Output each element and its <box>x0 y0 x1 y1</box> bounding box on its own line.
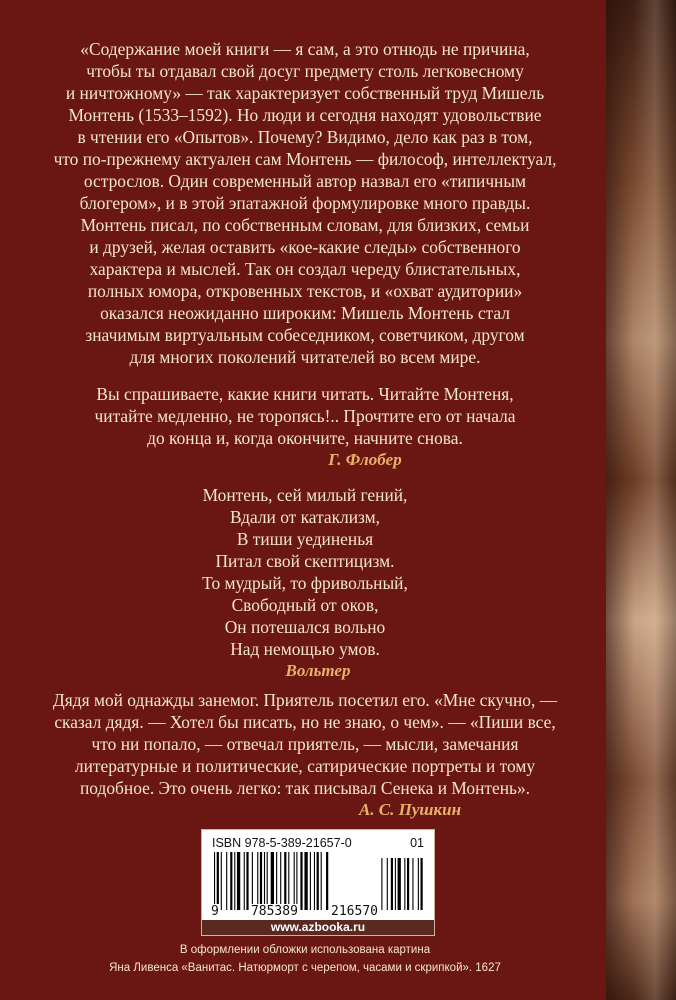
barcode-bar <box>244 852 245 910</box>
text-line: и ничтожному» — так характеризует собственный труд Мишель <box>65 83 545 103</box>
isbn-number: ISBN 978-5-389-21657-0 <box>212 836 352 850</box>
poem-line: Он потешался вольно <box>224 617 386 637</box>
text-line: оказался неожиданно широким: Мишель Монтень стал <box>100 303 510 323</box>
barcode-bar <box>280 852 281 910</box>
poem-line: Над немощью умов. <box>230 639 380 659</box>
barcode-bar <box>398 858 401 910</box>
barcode-bar <box>326 852 328 910</box>
barcode-bar <box>300 852 302 910</box>
barcode-digit-group: 9 <box>211 904 219 919</box>
poem-line: Монтень, сей милый гений, <box>202 485 408 505</box>
text-line: что ни попало, — отвечал приятель, — мысли, замечания <box>91 734 519 754</box>
credit-line: Яна Ливенса «Ванитас. Натюрморт с черепом, часами и скрипкой». 1627 <box>109 962 501 974</box>
poem-line: Вдали от катаклизм, <box>229 507 381 527</box>
quote-author: Вольтер <box>285 661 351 680</box>
text-line: Монтень (1533–1592). Но люди и сегодня находят удовольствие <box>68 105 542 125</box>
barcode-bar <box>217 852 219 910</box>
barcode-bar <box>252 852 253 910</box>
barcode-bar <box>391 858 393 910</box>
barcode-bar <box>214 852 215 910</box>
text-line: блогером», и в этой эпатажной формулировке много правды. <box>79 193 531 213</box>
barcode-bar <box>271 852 274 910</box>
barcode-bar <box>226 852 227 910</box>
barcode-bar <box>284 852 286 910</box>
barcode-bar <box>381 858 382 910</box>
text-line: подобное. Это очень легко: так писывал Сенека и Монтень». <box>80 778 530 798</box>
text-line: Монтень писал, по собственным словам, для близких, семьи <box>80 215 530 235</box>
cover-credit <box>0 941 610 977</box>
barcode-bar <box>310 852 311 910</box>
barcode-bar <box>304 852 307 910</box>
barcode-bar <box>418 858 419 910</box>
text-line: в чтении его «Опытов». Почему? Видимо, дело как раз в том, <box>77 127 533 147</box>
isbn-barcode-block <box>201 829 435 936</box>
barcode-bar <box>267 852 268 910</box>
barcode <box>212 852 424 910</box>
text-line: острослов. Один современный автор назвал его «типичным <box>83 171 527 191</box>
poem-line: В тиши уединенья <box>236 529 374 549</box>
barcode-bar <box>288 852 289 910</box>
barcode-bar <box>421 858 423 910</box>
barcode-bar <box>276 852 277 910</box>
text-line: для многих поколений читателей во всем мире. <box>129 347 481 367</box>
text-line: «Содержание моей книги — я сам, а это отнюдь не причина, <box>80 39 530 59</box>
isbn-addon: 01 <box>410 836 424 850</box>
barcode-digits <box>210 904 426 920</box>
text-line: полных юмора, откровенных текстов, и «охват аудитории» <box>87 281 523 301</box>
barcode-bar <box>314 852 315 910</box>
text-line: до конца и, когда окончите, начните снова. <box>147 428 463 448</box>
barcode-bar <box>221 852 222 910</box>
barcode-bar <box>234 852 235 910</box>
text-line: и друзей, желая оставить «кое-какие следы» собственного <box>89 237 521 257</box>
barcode-bar <box>294 852 295 910</box>
isbn-label <box>212 836 424 850</box>
barcode-bar <box>260 852 262 910</box>
barcode-bar <box>412 858 413 910</box>
barcode-digit-group: 216570 <box>331 904 378 919</box>
text-line: литературные и политические, сатирические портреты и тому <box>74 756 536 776</box>
text-line: что по-прежнему актуален сам Монтень — философ, интеллектуал, <box>53 149 557 169</box>
poem-line: То мудрый, то фривольный, <box>202 573 408 593</box>
quote-author: Г. Флобер <box>328 450 402 469</box>
barcode-bar <box>264 852 265 910</box>
barcode-bar <box>296 852 297 910</box>
barcode-bar <box>230 852 232 910</box>
barcode-bar <box>404 858 405 910</box>
quote-pushkin <box>0 689 610 821</box>
quote-flaubert <box>0 383 610 471</box>
text-line: читайте медленно, не торопясь!.. Прочтите его от начала <box>94 406 516 426</box>
text-line: Вы спрашиваете, какие книги читать. Читайте Монтеня, <box>96 384 514 404</box>
text-line: значимым виртуальным собеседником, советчиком, другом <box>85 325 525 345</box>
barcode-digit-group: 785389 <box>250 904 298 919</box>
text-line: чтобы ты отдавал свой досуг предмету столь легковесному <box>86 61 524 81</box>
text-line: Дядя мой однажды занемог. Приятель посетил его. «Мне скучно, — <box>52 690 558 710</box>
quote-voltaire <box>0 484 610 682</box>
barcode-bar <box>321 852 322 910</box>
text-line: сказал дядя. — Хотел бы писать, но не знаю, о чем». — «Пиши все, <box>54 712 556 732</box>
barcode-bar <box>387 858 388 910</box>
barcode-bar <box>317 852 319 910</box>
text-line: характера и мыслей. Так он создал череду блистательных, <box>89 259 521 279</box>
barcode-bar <box>395 858 396 910</box>
poem-line: Питал свой скептицизм. <box>215 551 395 571</box>
website-url: www.azbooka.ru <box>202 920 434 935</box>
barcode-bar <box>237 852 240 910</box>
quote-author: А. С. Пушкин <box>358 800 462 819</box>
painting-strip <box>606 0 676 1000</box>
credit-line: В оформлении обложки использована картина <box>179 944 431 956</box>
barcode-bar <box>407 858 409 910</box>
barcode-bar <box>246 852 248 910</box>
poem-line: Свободный от оков, <box>231 595 379 615</box>
barcode-bar <box>257 852 258 910</box>
description-paragraph <box>0 38 610 368</box>
